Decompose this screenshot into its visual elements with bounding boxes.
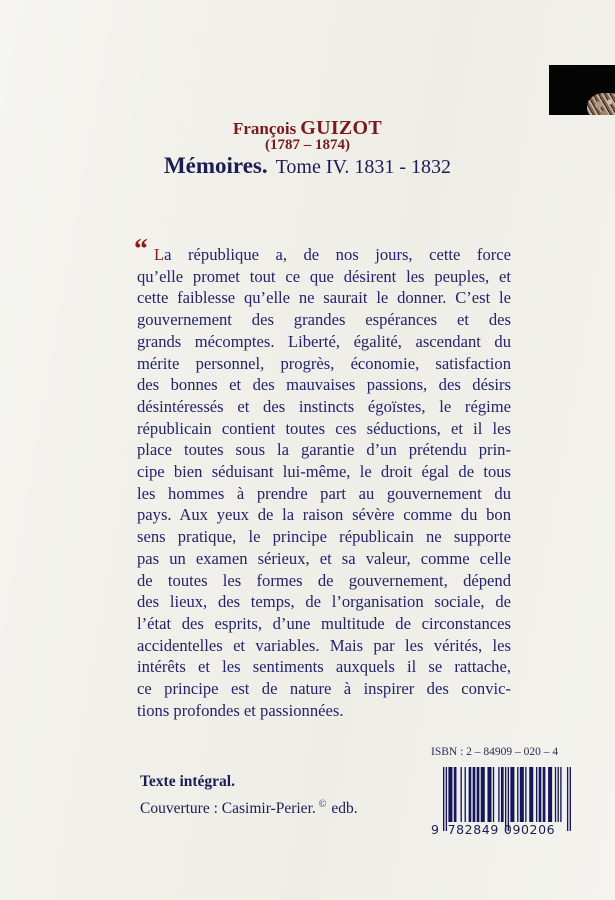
painting-detail [587, 93, 615, 115]
barcode-bar [520, 767, 524, 822]
barcode-bar [501, 767, 504, 822]
title-volume: Tome IV. 1831 - 1832 [275, 156, 452, 178]
full-text-note: Texte intégral. [140, 773, 235, 790]
barcode-right-digits: 090206 [503, 822, 556, 837]
quote-line: cipe bien séduisant lui-même, le droit égal de tous [137, 462, 511, 482]
barcode-bar [529, 767, 533, 822]
barcode-bar [487, 767, 491, 822]
barcode-bar [558, 767, 559, 822]
cover-credit-text: Couverture : Casimir-Perier. [140, 800, 316, 817]
barcode-guard-bar [570, 767, 571, 831]
barcode-bar [461, 767, 462, 822]
author-dates: (1787 – 1874) [265, 137, 350, 153]
barcode-bar [493, 767, 494, 822]
barcode-bar [548, 767, 552, 822]
quote-line: intérêts et les sentiments auxquels il se rattache, [137, 657, 511, 677]
quote-line: mérite personnel, progrès, économie, satisfaction [137, 353, 511, 373]
barcode-bar [477, 767, 480, 822]
barcode-bar [555, 767, 556, 822]
blurb-quote [134, 234, 511, 721]
quote-line: des bonnes et des mauvaises passions, des désirs [137, 375, 511, 395]
quote-line: sens pratique, le principe républicain ne supporte [137, 527, 511, 547]
quote-line: place toutes sous la garantie d’un prétendu prin- [137, 440, 511, 460]
open-quote-mark: “ [134, 234, 148, 265]
barcode-guard-bar [567, 767, 568, 831]
copyright-symbol: © [318, 799, 327, 810]
quote-line: cette faiblesse qu’elle ne saurait le donner. C’est le [137, 288, 511, 308]
quote-line: l’état des esprits, d’une multitude de circonstances [137, 613, 511, 633]
barcode-bar [469, 767, 472, 822]
quote-line: de toutes les formes de gouvernement, dépend [137, 570, 511, 590]
author-first-name: François [232, 119, 297, 138]
barcode-bar [481, 767, 485, 822]
book-title [0, 153, 615, 179]
quote-line: accidentelles et variables. Mais par les vérités, les [137, 635, 511, 655]
quote-line: pas un examen sérieux, et sa valeur, comme celle [137, 548, 511, 568]
barcode-lead-digit: 9 [431, 822, 440, 837]
barcode-bar [539, 767, 542, 822]
barcode-bar [560, 767, 561, 822]
cover-credit [140, 799, 358, 818]
quote-line: gouvernement des grandes espérances et des [137, 310, 511, 330]
barcode-bar [536, 767, 537, 822]
quote-line: ce principe est de nature à inspirer des convic- [137, 679, 511, 699]
barcode-bar [517, 767, 518, 822]
barcode-digits [431, 822, 555, 837]
quote-line: grands mécomptes. Liberté, égalité, ascendant du [137, 331, 511, 351]
quote-line: les hommes à prendre part au gouvernement du [137, 483, 511, 503]
barcode-bar [465, 767, 466, 822]
barcode-bar [510, 767, 514, 822]
barcode-left-digits: 782849 [447, 822, 499, 837]
barcode-bar [473, 767, 476, 822]
quote-line: des lieux, des temps, de l’organisation sociale, de [137, 592, 511, 612]
quote-line: tions profondes et passionnées. [137, 700, 344, 720]
isbn-label: ISBN : 2 – 84909 – 020 – 4 [431, 746, 559, 758]
publisher-name: edb. [331, 800, 358, 817]
quote-line: désintéressés et des instincts égoïstes, le régime [137, 396, 511, 416]
drop-letter: L [154, 245, 165, 264]
title-main: Mémoires. [163, 153, 268, 178]
barcode-bar [525, 767, 526, 822]
quote-line: républicain contient toutes ces séductions, et il les [137, 418, 511, 438]
barcode-bar [543, 767, 546, 822]
quote-line: La république a, de nos jours, cette force [154, 245, 511, 264]
barcode-bar [448, 767, 452, 822]
quote-line: qu’elle promet tout ce que désirent les peuples, et [137, 266, 511, 286]
barcode-bar [454, 767, 457, 822]
quote-line: pays. Aux yeux de la raison sévère comme du bon [137, 505, 511, 525]
author-last-name: GUIZOT [300, 117, 383, 139]
author-name [0, 118, 615, 138]
cover-painting-thumbnail [549, 65, 615, 115]
barcode-bar [498, 767, 499, 822]
